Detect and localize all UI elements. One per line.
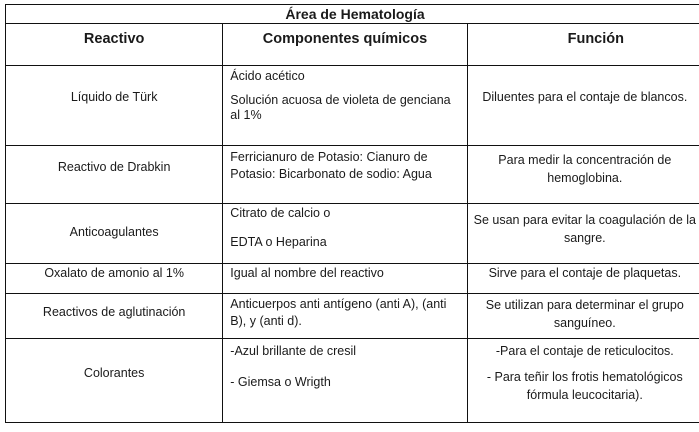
funcion-text: Se utilizan para determinar el grupo sanguíneo. xyxy=(485,298,684,330)
header-reactivo-label: Reactivo xyxy=(83,31,145,47)
componentes-cell xyxy=(223,264,467,294)
funcion-cell xyxy=(467,339,699,423)
table-title-text: Área de Hematología xyxy=(285,6,425,22)
componentes-cell xyxy=(223,339,467,423)
table-row xyxy=(6,66,699,146)
reactivo-cell xyxy=(6,66,223,146)
funcion-text: Para medir la concentración de hemoglobina. xyxy=(498,153,672,185)
funcion-cell xyxy=(467,294,699,339)
componente-text: Igual al nombre del reactivo xyxy=(230,266,384,280)
componente-text: EDTA o Heparina xyxy=(230,235,327,249)
hematology-table-container xyxy=(5,4,699,423)
table-title xyxy=(6,5,699,24)
table-row xyxy=(6,264,699,294)
componente-text: - Giemsa o Wrigth xyxy=(230,375,331,389)
reactivo-cell xyxy=(6,339,223,423)
funcion-text: - Para teñir los frotis hematológicos fórmula leucocitaria). xyxy=(486,370,683,402)
reactivo-name: Líquido de Türk xyxy=(70,89,158,104)
componentes-cell xyxy=(223,66,467,146)
reactivo-cell xyxy=(6,204,223,264)
table-row xyxy=(6,204,699,264)
componente-text: Anticuerpos anti antígeno (anti A), (anti B), y (anti d). xyxy=(230,297,447,328)
table-row xyxy=(6,339,699,423)
funcion-text: Sirve para el contaje de plaquetas. xyxy=(488,266,682,280)
header-reactivo xyxy=(6,24,223,66)
funcion-text: -Para el contaje de reticulocitos. xyxy=(495,344,674,358)
header-funcion xyxy=(467,24,699,66)
table-row xyxy=(6,294,699,339)
componente-text: Solución acuosa de violeta de genciana al 1% xyxy=(230,93,451,122)
funcion-cell xyxy=(467,66,699,146)
componente-text: Citrato de calcio o xyxy=(230,206,331,220)
table-header-row xyxy=(6,24,699,66)
reactivo-name: Anticoagulantes xyxy=(69,225,159,239)
header-funcion-label: Función xyxy=(567,31,624,47)
header-componentes xyxy=(223,24,467,66)
hematology-reagents-table xyxy=(5,4,699,423)
funcion-cell xyxy=(467,204,699,264)
reactivo-name: Oxalato de amonio al 1% xyxy=(44,266,184,280)
componente-text: Ferricianuro de Potasio: Cianuro de Potasio: Bicarbonato de sodio: Agua xyxy=(230,150,432,181)
reactivo-cell xyxy=(6,264,223,294)
funcion-text: Diluentes para el contaje de blancos. xyxy=(482,89,688,104)
funcion-cell xyxy=(467,146,699,204)
funcion-text: Se usan para evitar la coagulación de la sangre. xyxy=(473,213,696,245)
componentes-cell xyxy=(223,146,467,204)
componentes-cell xyxy=(223,204,467,264)
reactivo-name: Reactivo de Drabkin xyxy=(57,160,171,174)
reactivo-name: Colorantes xyxy=(83,366,145,380)
componente-text: Ácido acético xyxy=(230,69,305,83)
table-row xyxy=(6,146,699,204)
table-title-row xyxy=(6,5,699,24)
componentes-cell xyxy=(223,294,467,339)
componente-text: -Azul brillante de cresil xyxy=(230,344,357,358)
header-componentes-label: Componentes químicos xyxy=(262,31,428,47)
reactivo-name: Reactivos de aglutinación xyxy=(42,305,186,319)
reactivo-cell xyxy=(6,294,223,339)
funcion-cell xyxy=(467,264,699,294)
reactivo-cell xyxy=(6,146,223,204)
